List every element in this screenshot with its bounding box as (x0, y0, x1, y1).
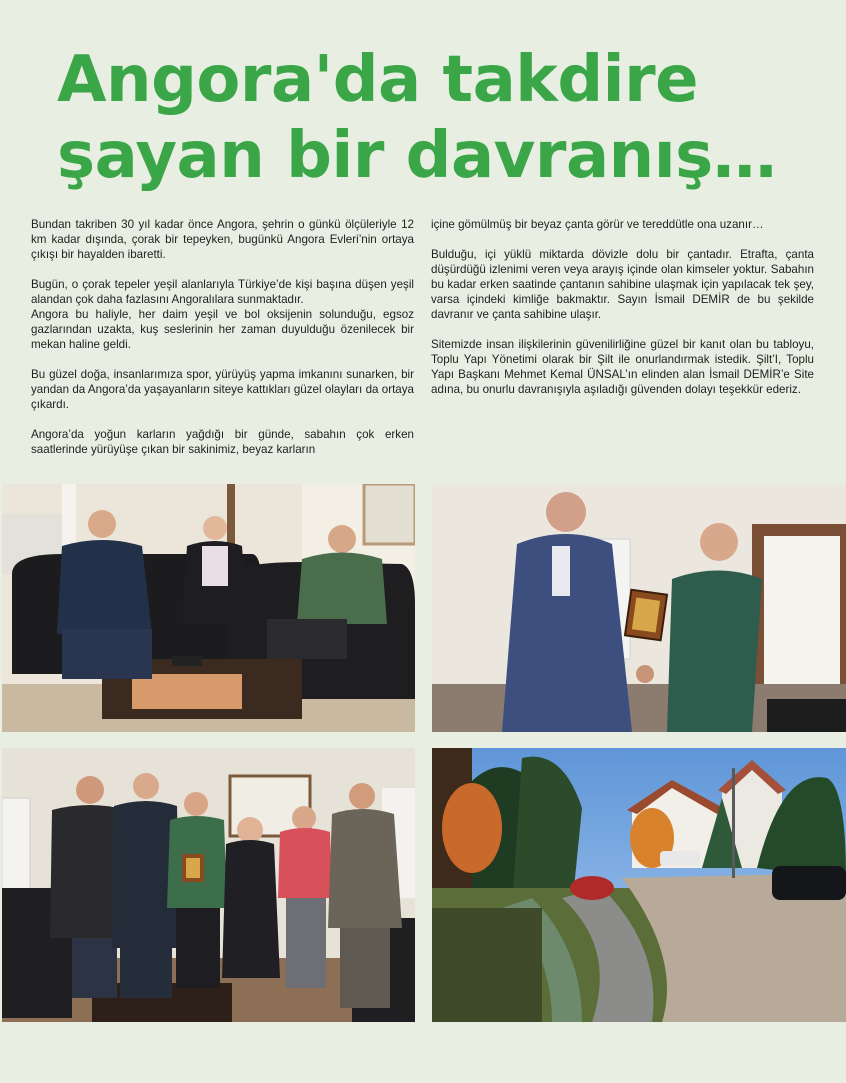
title-line-2: şayan bir davranış… (57, 119, 777, 193)
paragraph: içine gömülmüş bir beyaz çanta görür ve tereddütle ona uzanır… (431, 218, 764, 231)
photo-office-meeting (2, 484, 415, 732)
paragraph: Bundan takriben 30 yıl kadar önce Angora, şehrin o günkü ölçüleriyle 12 km kadar dışında, çorak bir tepeyken, bugünkü Angora Evleri’nin ortaya çıkışı bir hayalden ibaretti. (31, 218, 414, 261)
photo-group-image (2, 748, 415, 1022)
paragraph: Angora’da yoğun karların yağdığı bir günde, sabahın çok erken saatlerinde yürüyüşe çıkan bir sakinimiz, beyaz karların (31, 428, 414, 456)
right-text-column (431, 217, 814, 412)
paragraph: Bugün, o çorak tepeler yeşil alanlarıyla Türkiye’de kişi başına düşen yeşil alandan çok daha fazlasını Angoralılara sunmaktadır. (31, 278, 414, 306)
title-line-1: Angora'da takdire (57, 43, 699, 117)
photo-office-meeting-image (2, 484, 415, 732)
left-text-column (31, 217, 414, 472)
article-title (57, 42, 817, 194)
paragraph: Bu güzel doğa, insanlarımıza spor, yürüyüş yapma imkanını sunarken, bir yandan da Angora’da yaşayanların siteye kattıkları güzel olayları da ortaya çıkardı. (31, 368, 414, 411)
paragraph: Angora bu haliyle, her daim yeşil ve bol oksijenin solunduğu, egsoz gazlarından uzakta, kuş seslerinin her zaman duyulduğu özenilecek bir mekan haline geldi. (31, 308, 414, 351)
paragraph: Sitemizde insan ilişkilerinin güvenilirliğine güzel bir kanıt olan bu tabloyu, Toplu Yapı Yönetimi olarak bir Şilt ile onurlandırmak istedik. Şilt’I, Toplu Yapı Başkanı Mehmet Kemal ÜNSAL’ın elinden alan İsmail DEMİR’e Site adına, bu onurlu davranışıyla aşıladığı güvenden dolayı teşekkür ederiz. (431, 338, 814, 396)
photo-plaque-handover (432, 484, 846, 732)
photo-street (432, 748, 846, 1022)
paragraph: Bulduğu, içi yüklü miktarda dövizle dolu bir çantadır. Etrafta, çanta düşürdüğü izlenimi veren veya arayış içinde olan kimseler yoktur. Sabahın bu kadar erken saatinde çantanın sahibine ulaşmak için yapılacak tek şey, varsa içindeki kimliğe bakmaktır. Sayın İsmail DEMİR de bu şekilde davranır ve çanta sahibine ulaşır. (431, 248, 814, 321)
photo-street-image (432, 748, 846, 1022)
photo-plaque-handover-image (432, 484, 846, 732)
photo-group (2, 748, 415, 1022)
